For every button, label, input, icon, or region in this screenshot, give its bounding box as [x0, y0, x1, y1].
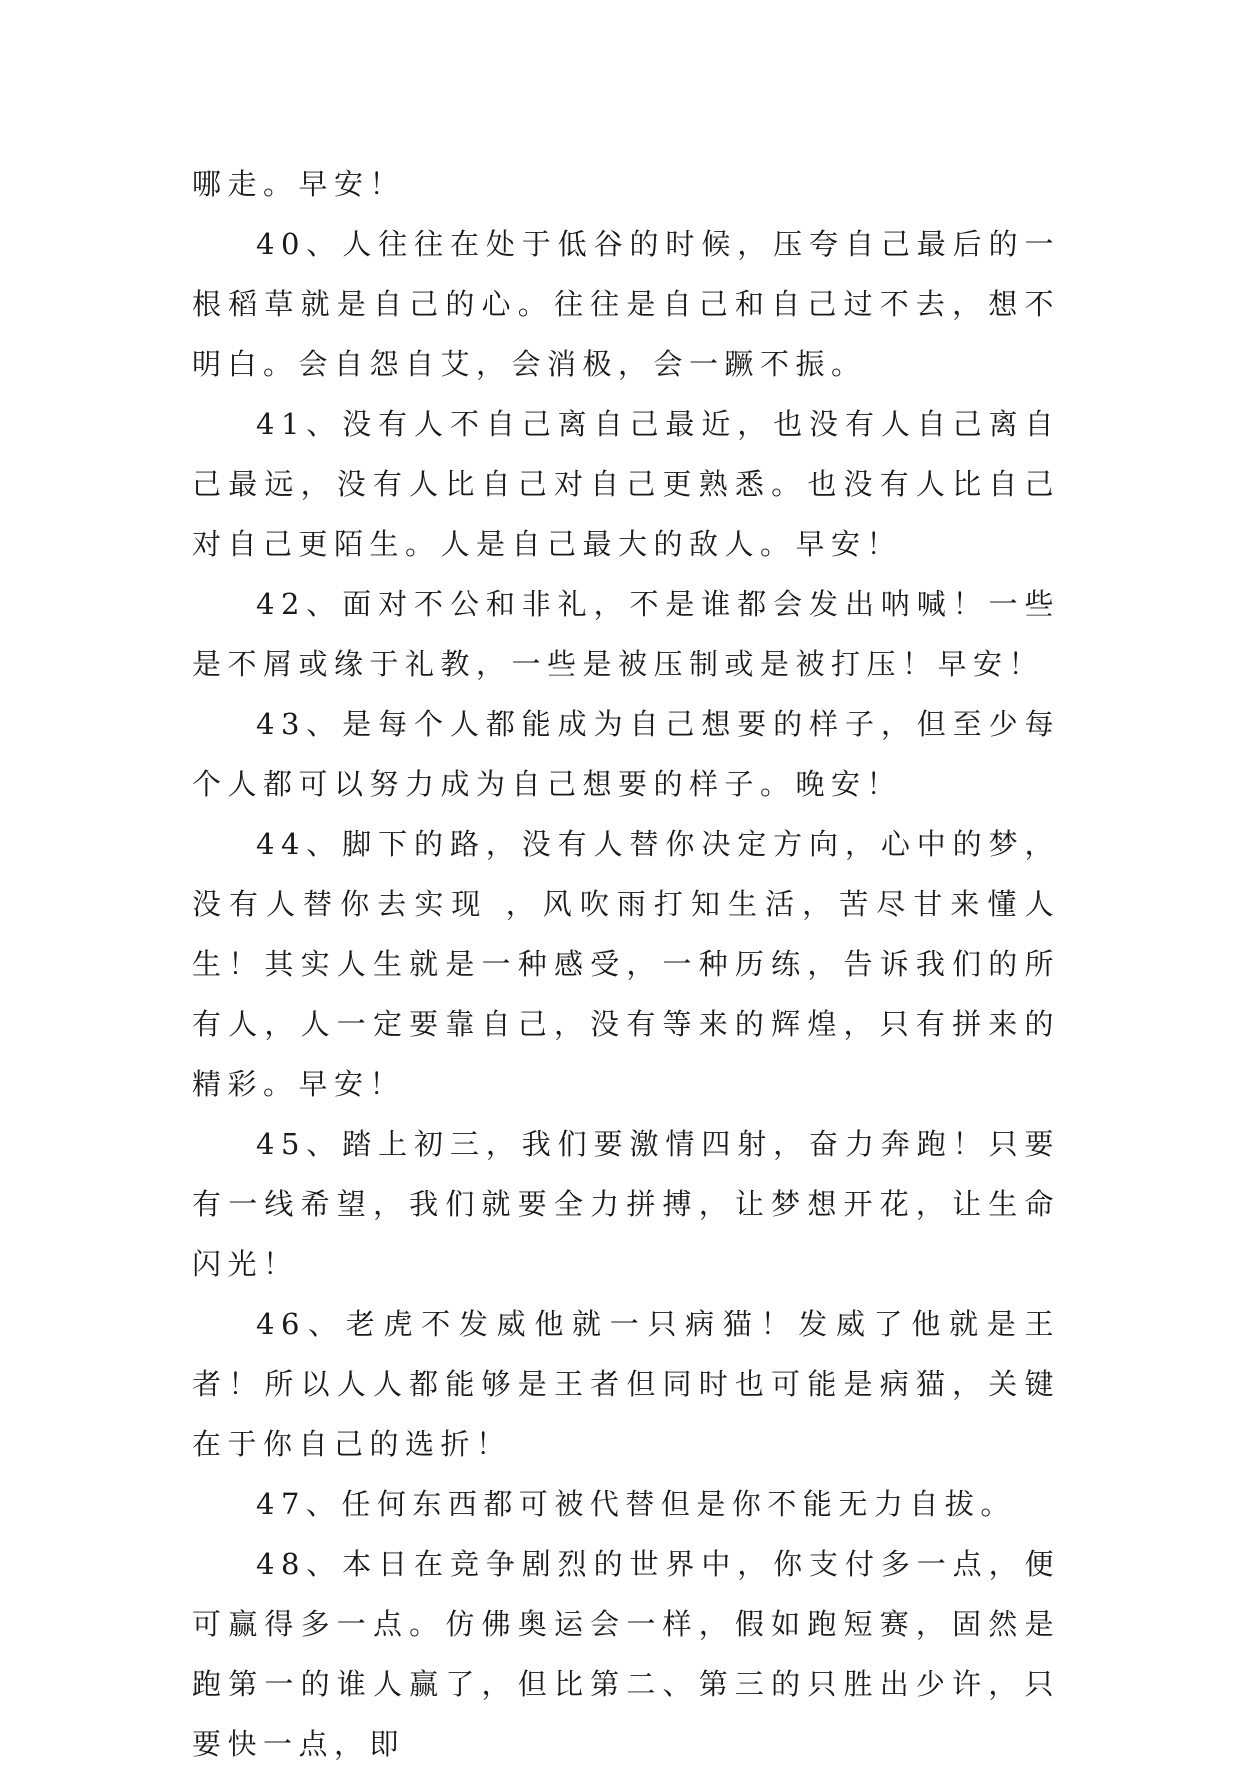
- paragraph-40: 40、人往往在处于低谷的时候，压夸自己最后的一根稻草就是自己的心。往往是自己和自己过不去，想不明白。会自怨自艾，会消极，会一蹶不振。: [192, 227, 1060, 381]
- document-body: [192, 154, 1060, 1774]
- paragraph-45: 45、踏上初三，我们要激情四射，奋力奔跑！只要有一线希望，我们就要全力拼搏，让梦想开花，让生命闪光！: [192, 1127, 1060, 1281]
- paragraph-42: 42、面对不公和非礼，不是谁都会发出呐喊！一些是不屑或缘于礼教，一些是被压制或是被打压！早安！: [192, 587, 1060, 681]
- paragraph-44: 44、脚下的路，没有人替你决定方向，心中的梦，没有人替你去实现 ，风吹雨打知生活，苦尽甘来懂人生！其实人生就是一种感受，一种历练，告诉我们的所有人，人一定要靠自己，没有等来的辉煌，只有拼来的精彩。早安！: [192, 827, 1060, 1101]
- paragraph-48: 48、本日在竞争剧烈的世界中，你支付多一点，便可赢得多一点。仿佛奥运会一样，假如跑短赛，固然是跑第一的谁人赢了，但比第二、第三的只胜出少许，只要快一点，即: [192, 1547, 1060, 1761]
- paragraph-41: 41、没有人不自己离自己最近，也没有人自己离自己最远，没有人比自己对自己更熟悉。也没有人比自己对自己更陌生。人是自己最大的敌人。早安！: [192, 407, 1060, 561]
- paragraph-47: 47、任何东西都可被代替但是你不能无力自拔。: [256, 1487, 1016, 1521]
- paragraph-43: 43、是每个人都能成为自己想要的样子，但至少每个人都可以努力成为自己想要的样子。晚安！: [192, 707, 1060, 801]
- paragraph-continuation: 哪走。早安！: [192, 167, 406, 201]
- paragraph-46: 46、老虎不发威他就一只病猫！发威了他就是王者！所以人人都能够是王者但同时也可能是病猫，关键在于你自己的选折！: [192, 1307, 1060, 1461]
